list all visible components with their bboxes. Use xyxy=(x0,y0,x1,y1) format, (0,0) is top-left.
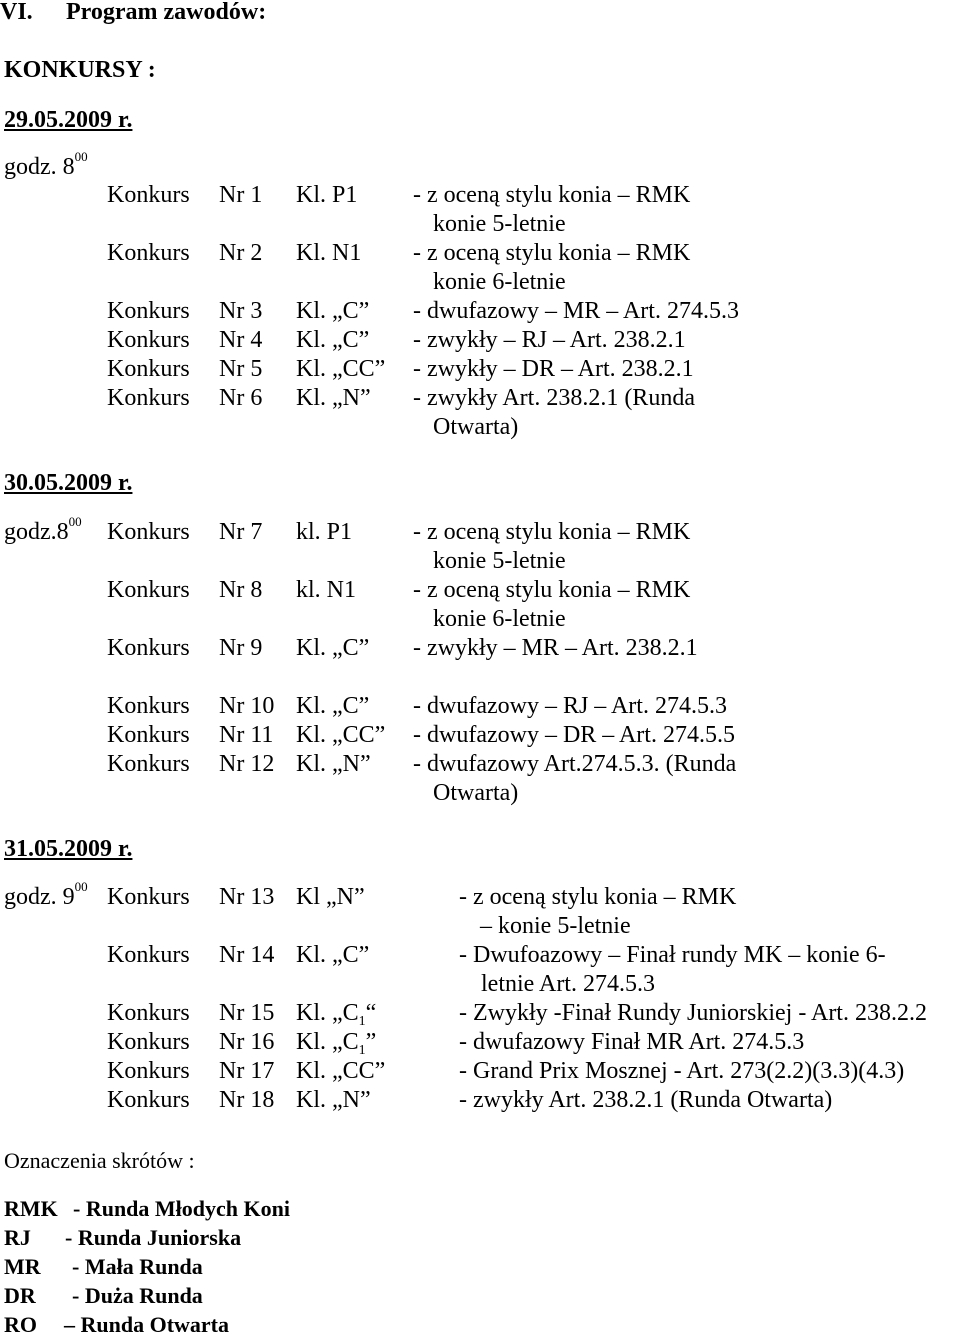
legend-title: Oznaczenia skrótów : xyxy=(4,1148,195,1173)
day-date: 31.05.2009 r. xyxy=(4,836,133,862)
konkursy-label: KONKURSY : xyxy=(4,57,156,83)
day-time: $godz.8^{00}$ xyxy=(4,514,82,545)
day-date: 30.05.2009 r. xyxy=(4,470,133,496)
section-number: VI. xyxy=(0,0,33,25)
day-time: godz. $9^{00}$ xyxy=(4,879,88,910)
section-title: Program zawodów: xyxy=(66,0,267,25)
day-date: 29.05.2009 r. xyxy=(4,107,133,133)
day-time: godz. $8^{00}$ xyxy=(4,149,88,180)
